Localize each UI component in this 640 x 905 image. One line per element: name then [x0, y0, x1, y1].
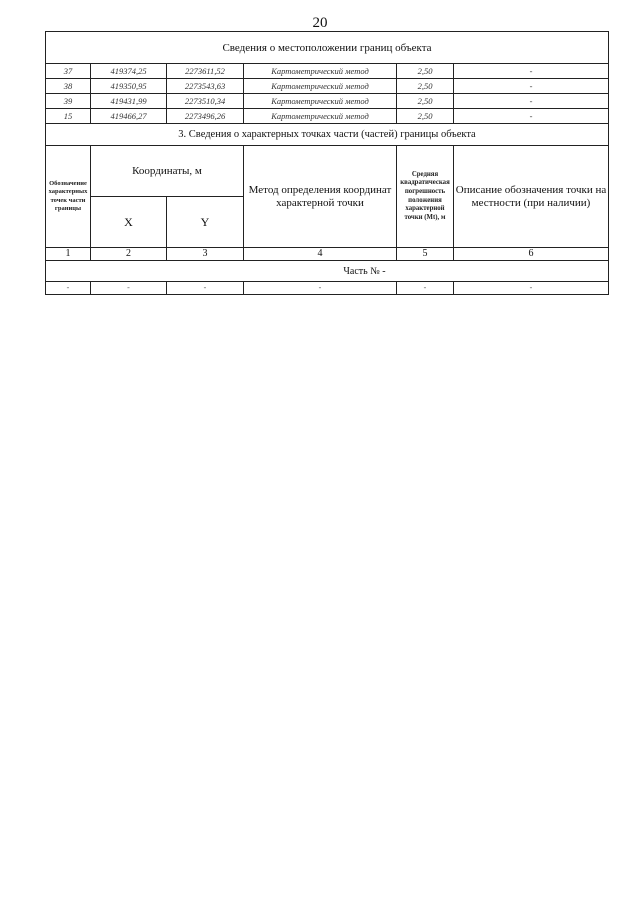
description-cell: -	[454, 79, 609, 94]
x-cell: 419374,25	[91, 64, 167, 79]
empty-cell: -	[46, 282, 91, 295]
page-number: 20	[312, 15, 328, 31]
y-cell: 2273510,34	[167, 94, 244, 109]
accuracy-cell: 2,50	[397, 94, 454, 109]
header-point-designation: Обозначение характерных точек части границы	[46, 146, 91, 248]
section-title: Сведения о местоположении границ объекта	[46, 32, 609, 64]
description-cell: -	[454, 64, 609, 79]
table-row	[46, 79, 609, 94]
column-number: 6	[454, 248, 609, 261]
header-description: Описание обозначения точки на местности (при наличии)	[454, 146, 609, 248]
point-cell: 15	[46, 109, 91, 124]
accuracy-cell: 2,50	[397, 109, 454, 124]
y-cell: 2273611,52	[167, 64, 244, 79]
header-accuracy: Средняя квадратическая погрешность положения характерной точки (Mt), м	[397, 146, 454, 248]
column-number: 4	[244, 248, 397, 261]
table-row	[46, 64, 609, 79]
header-x: X	[91, 197, 167, 248]
section3-title: 3. Сведения о характерных точках части (частей) границы объекта	[46, 124, 609, 146]
method-cell: Картометрический метод	[244, 94, 397, 109]
header-coordinates: Координаты, м	[91, 146, 244, 197]
point-cell: 39	[46, 94, 91, 109]
empty-cell: -	[167, 282, 244, 295]
column-number: 5	[397, 248, 454, 261]
part-label: Часть № -	[343, 265, 386, 277]
table-row	[46, 94, 609, 109]
column-number: 1	[46, 248, 91, 261]
table-row	[46, 109, 609, 124]
method-cell: Картометрический метод	[244, 64, 397, 79]
column-numbers-row	[46, 248, 609, 261]
empty-cell: -	[91, 282, 167, 295]
table-row	[46, 282, 609, 295]
point-cell: 37	[46, 64, 91, 79]
method-cell: Картометрический метод	[244, 109, 397, 124]
header-y: Y	[167, 197, 244, 248]
x-cell: 419466,27	[91, 109, 167, 124]
x-cell: 419350,95	[91, 79, 167, 94]
empty-cell: -	[454, 282, 609, 295]
empty-cell: -	[244, 282, 397, 295]
column-number: 2	[91, 248, 167, 261]
boundary-table	[45, 31, 609, 295]
empty-cell: -	[397, 282, 454, 295]
column-number: 3	[167, 248, 244, 261]
description-cell: -	[454, 94, 609, 109]
accuracy-cell: 2,50	[397, 79, 454, 94]
accuracy-cell: 2,50	[397, 64, 454, 79]
description-cell: -	[454, 109, 609, 124]
y-cell: 2273496,26	[167, 109, 244, 124]
y-cell: 2273543,63	[167, 79, 244, 94]
header-method: Метод определения координат характерной точки	[244, 146, 397, 248]
method-cell: Картометрический метод	[244, 79, 397, 94]
point-cell: 38	[46, 79, 91, 94]
part-row	[46, 261, 609, 282]
x-cell: 419431,99	[91, 94, 167, 109]
